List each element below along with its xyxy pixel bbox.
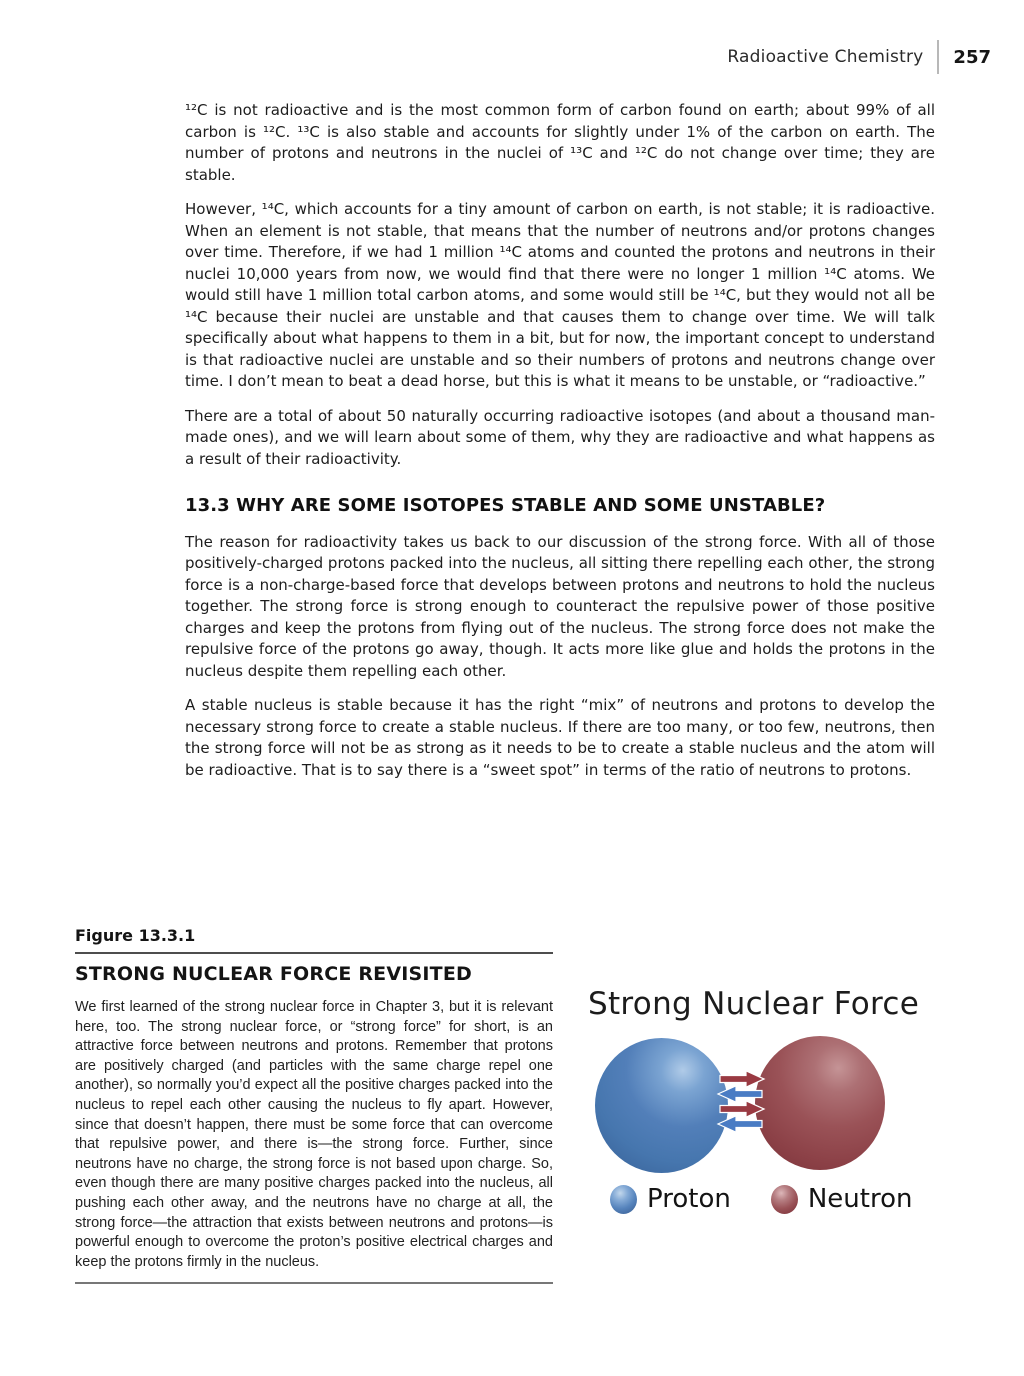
legend-item-proton: [610, 1184, 731, 1214]
proton-legend-label: Proton: [647, 1184, 731, 1214]
figure-top-rule: [75, 952, 553, 954]
body-paragraph: There are a total of about 50 naturally occurring radioactive isotopes (and about a thousand man-made ones), and we will learn about some of them, why they are radioactive and what happens as a result of their radioactivity.: [185, 406, 935, 468]
strong-nuclear-force-illustration: [588, 986, 920, 1238]
page-header: [727, 40, 991, 74]
figure-bottom-rule: [75, 1282, 553, 1284]
body-paragraph: ¹²C is not radioactive and is the most common form of carbon found on earth; about 99% of all carbon is ¹²C. ¹³C is also stable and accounts for slightly under 1% of the carbon on earth. The number of protons and neutrons in the nuclei of ¹³C and ¹²C do not change over time; they are stable.: [185, 101, 935, 184]
main-text-column: [185, 100, 935, 794]
neutron-legend-label: Neutron: [807, 1184, 913, 1214]
figure-text: We first learned of the strong nuclear force in Chapter 3, but it is relevant here, too. The strong nuclear force, or “strong force” for short, is an attractive force between neutrons and protons. Remember that protons are positively charged (and particles with the same charge repel one another), so normally you’d expect all the positive charges packed into the nucleus to repel each other causing the nucleus to fly apart. However, since that doesn’t happen, there must be some force that can overcome that repulsive power, and there is—the strong force. Further, since neutrons have no charge, the strong force is not based upon charge. So, even though there are many positive charges packed into the nucleus, all pushing each other away, and the neutrons have no charge at all, the strong force—the attraction that exists between neutrons and protons—is powerful enough to overcome the proton’s positive electrical charges and keep the protons firmly in the nucleus.: [75, 999, 553, 1270]
page-number: 257: [953, 46, 991, 68]
proton-sphere: [595, 1038, 728, 1173]
figure-sidebar: [75, 926, 553, 1284]
proton-legend-icon: [610, 1185, 637, 1214]
body-paragraph: However, ¹⁴C, which accounts for a tiny amount of carbon on earth, is not stable; it is radioactive. When an element is not stable, that means that the number of neutrons and/or protons changes over time. Therefore, if we had 1 million ¹⁴C atoms and counted the protons and neutrons in their nuclei 10,000 years from now, we would find that there were no longer 1 million ¹⁴C atoms. We would still have 1 million total carbon atoms, and some would still be ¹⁴C, but they would not all be ¹⁴C because their nuclei are unstable and that causes them to change over time. We will talk specifically about what happens to them in a bit, but for now, the important concept to understand is that radioactive nuclei are unstable and so their numbers of protons and neutrons change over time. I don’t mean to beat a dead horse, but this is what it means to be unstable, or “radioactive.”: [185, 200, 935, 390]
illustration-legend: [610, 1184, 912, 1214]
force-arrows-icon: [712, 1070, 770, 1138]
neutron-legend-icon: [771, 1185, 798, 1214]
section-heading: 13.3 WHY ARE SOME ISOTOPES STABLE AND SOME UNSTABLE?: [185, 495, 826, 516]
figure-title: STRONG NUCLEAR FORCE REVISITED: [75, 963, 472, 985]
neutron-sphere: [755, 1036, 885, 1170]
illustration-title: Strong Nuclear Force: [588, 986, 920, 1022]
body-paragraph: A stable nucleus is stable because it has the right “mix” of neutrons and protons to develop the necessary strong force to create a stable nucleus. If there are too many, or too few, neutrons, then the strong force will not be as strong as it needs to be to create a stable nucleus and the atom will be radioactive. That is to say there is a “sweet spot” in terms of the ratio of neutrons to protons.: [185, 696, 935, 779]
body-paragraph: The reason for radioactivity takes us back to our discussion of the strong force. With all of those positively-charged protons packed into the nucleus, all sitting there repelling each other, the strong force is a non-charge-based force that develops between protons and neutrons to hold the nucleus together. The strong force is strong enough to counteract the repulsive power of those positive charges and keep the protons from flying out of the nucleus. The strong force does not make the repulsive force of the protons go away, though. It acts more like glue and holds the protons in the nucleus despite them repelling each other.: [185, 532, 935, 680]
header-divider: [937, 40, 939, 74]
figure-label: Figure 13.3.1: [75, 926, 196, 945]
chapter-title: Radioactive Chemistry: [727, 47, 924, 67]
legend-item-neutron: [771, 1184, 913, 1214]
